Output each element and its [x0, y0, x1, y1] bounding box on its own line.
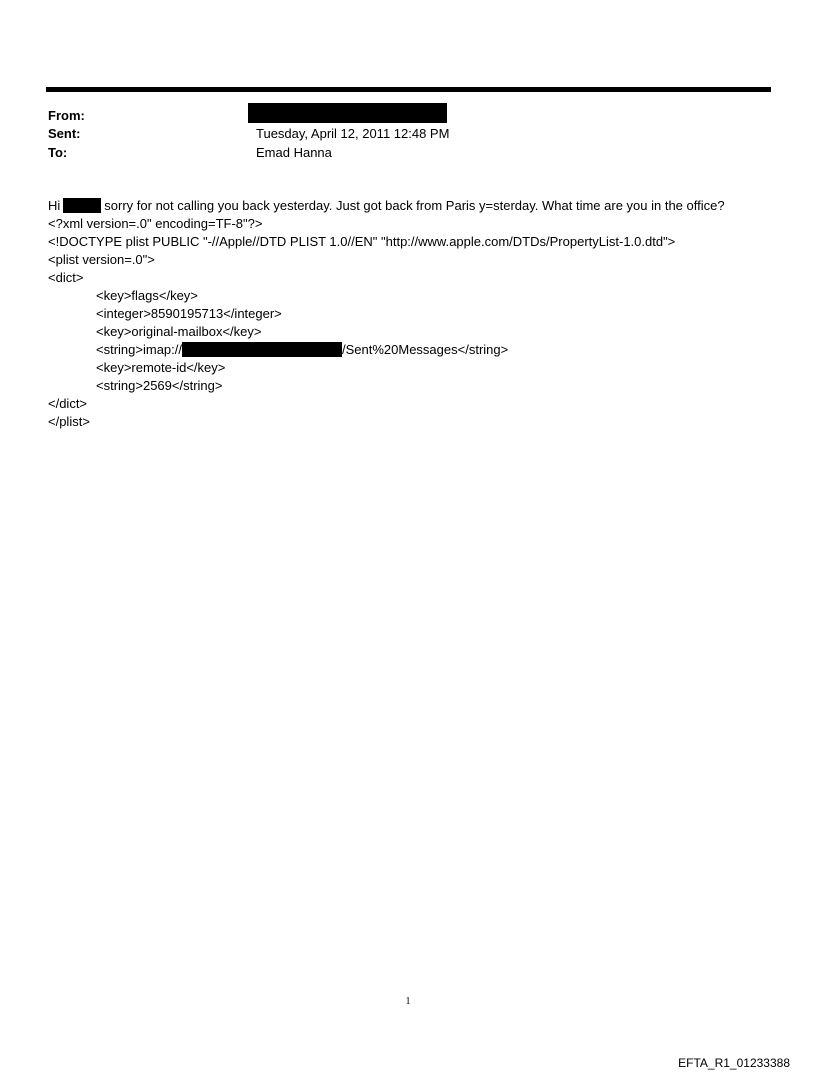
string-remote-id: <string>2569</string> — [96, 378, 223, 393]
key-mailbox: <key>original-mailbox</key> — [96, 324, 262, 339]
dict-open: <dict> — [48, 270, 84, 285]
plist-close: </plist> — [48, 414, 90, 429]
greeting-hi: Hi — [48, 198, 61, 213]
message-body — [48, 197, 788, 431]
sent-value: Tuesday, April 12, 2011 12:48 PM — [256, 126, 450, 141]
from-label: From: — [48, 108, 85, 123]
header-divider-rule — [46, 87, 771, 92]
key-remote-id: <key>remote-id</key> — [96, 360, 226, 375]
imap-string-line — [48, 341, 788, 359]
plist-open: <plist version=.0"> — [48, 252, 155, 267]
page-number: 1 — [405, 996, 411, 1007]
key-flags: <key>flags</key> — [96, 288, 198, 303]
integer-flags: <integer>8590195713</integer> — [96, 306, 282, 321]
bates-number: EFTA_R1_01233388 — [678, 1056, 790, 1070]
imap-redaction — [182, 342, 342, 357]
greeting-rest: sorry for not calling you back yesterday. Just got back from Paris y=sterday. What time are you in the office? — [104, 198, 725, 213]
doctype-line: <!DOCTYPE plist PUBLIC "-//Apple//DTD PLIST 1.0//EN" "http://www.apple.com/DTDs/PropertyList-1.0.dtd"> — [48, 234, 676, 249]
imap-string-start: <string>imap:// — [96, 342, 182, 357]
from-redaction — [248, 103, 447, 123]
sent-label: Sent: — [48, 126, 81, 141]
imap-string-end: /Sent%20Messages</string> — [342, 342, 509, 357]
name-redaction — [63, 198, 101, 213]
dict-close: </dict> — [48, 396, 88, 411]
to-label: To: — [48, 145, 68, 160]
xml-declaration: <?xml version=.0" encoding=TF-8"?> — [48, 216, 263, 231]
greeting-line — [48, 197, 788, 215]
to-value: Emad Hanna — [256, 145, 332, 160]
